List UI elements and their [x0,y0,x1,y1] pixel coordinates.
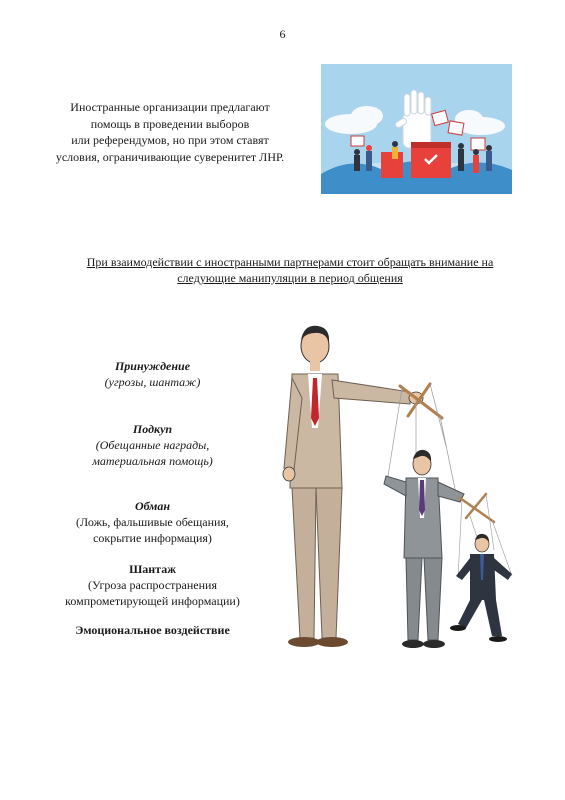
manipulation-item-coercion [40,358,265,390]
manipulation-desc: компрометирующей информации) [65,594,240,608]
intro-line-4: условия, ограничивающие суверенитет ЛНР. [55,149,285,164]
manipulation-desc: (Ложь, фальшивые обещания, [76,515,229,529]
puppet-master-illustration [270,318,540,658]
ballot-box [411,142,451,178]
puppet-figure-medium [384,450,464,648]
intro-text [45,99,295,165]
manipulation-desc: (Угроза распространения [88,578,217,592]
intro-line-3: или референдумов, но при этом ставят [71,133,269,147]
manipulation-desc: сокрытие информация) [93,531,212,545]
intro-line-2: помощь в проведении выборов [90,116,250,131]
section-heading-line-2: следующие манипуляции в период общения [177,271,403,285]
manipulation-title: Подкуп [132,422,173,436]
election-illustration [321,64,512,194]
intro-line-1: Иностранные организации предлагают [70,100,270,114]
manipulation-title: Эмоциональное воздействие [75,623,230,637]
manipulation-item-bribery [40,421,265,469]
manipulation-item-blackmail [40,561,265,609]
section-heading [40,254,540,286]
manipulation-item-deception [40,498,265,546]
manipulation-title: Принуждение [114,359,191,373]
manipulation-title: Обман [134,499,171,513]
manipulation-desc: (угрозы, шантаж) [104,375,201,389]
manipulation-desc: (Обещанные награды, [95,438,210,452]
control-cross-2 [460,494,494,522]
manipulation-title: Шантаж [129,562,176,576]
manipulation-item-emotional [40,622,265,638]
page-number: 6 [279,27,286,41]
manipulation-desc: материальная помощь) [92,454,213,468]
section-heading-line-1: При взаимодействии с иностранными партнерами стоит обращать внимание на [86,255,494,269]
